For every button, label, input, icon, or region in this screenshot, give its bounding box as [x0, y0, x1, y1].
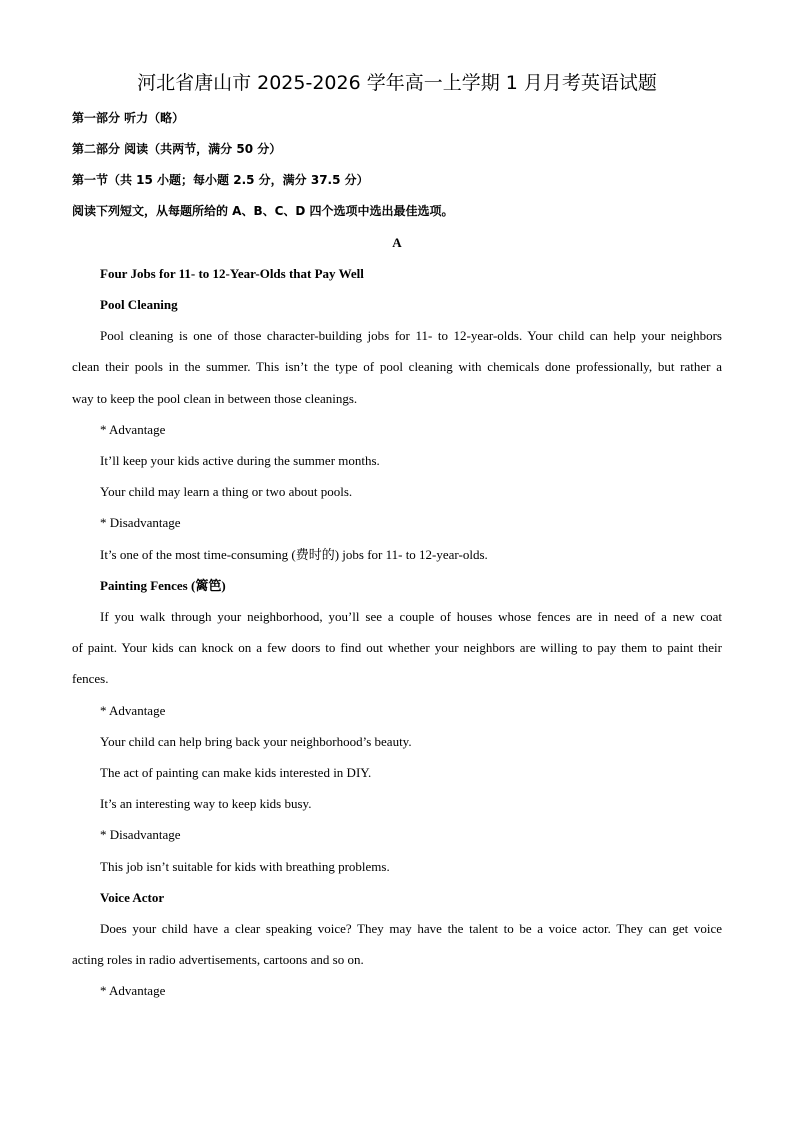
pool-advantage-label: * Advantage [100, 422, 166, 437]
instructions: 阅读下列短文，从每题所给的 A、B、C、D 四个选项中选出最佳选项。 [72, 204, 454, 218]
section-one-heading: 第一节（共 15 小题；每小题 2.5 分，满分 37.5 分） [72, 173, 369, 187]
fences-advantage-item: Your child can help bring back your neighborhood’s beauty. [100, 734, 412, 749]
fences-paragraph-line: fences. [72, 671, 109, 686]
fences-paragraph-line: of paint. Your kids can knock on a few doors to find out whether your neighbors are willing to pay them to paint their [72, 640, 722, 655]
fences-disadvantage-label: * Disadvantage [100, 827, 181, 842]
part-two-heading: 第二部分 阅读（共两节，满分 50 分） [72, 142, 282, 156]
voice-actor-title: Voice Actor [100, 890, 165, 905]
passage-label: A [392, 235, 402, 250]
pool-paragraph-line: clean their pools in the summer. This isn’t the type of pool cleaning with chemicals done professionally, but rather a [72, 359, 722, 374]
pool-advantage-item: Your child may learn a thing or two about pools. [100, 484, 353, 499]
fences-disadvantage-item: This job isn’t suitable for kids with breathing problems. [100, 859, 390, 874]
fences-paragraph-line: If you walk through your neighborhood, you’ll see a couple of houses whose fences are in need of a new coat [100, 609, 722, 624]
pool-paragraph-line: Pool cleaning is one of those character-building jobs for 11- to 12-year-olds. Your child can help your neighbors [100, 328, 722, 343]
voice-advantage-label: * Advantage [100, 983, 166, 998]
voice-paragraph-line: acting roles in radio advertisements, cartoons and so on. [72, 952, 364, 967]
pool-disadvantage-label: * Disadvantage [100, 515, 181, 530]
pool-advantage-item: It’ll keep your kids active during the summer months. [100, 453, 380, 468]
fences-advantage-item: The act of painting can make kids interested in DIY. [100, 765, 372, 780]
fences-advantage-item: It’s an interesting way to keep kids busy. [100, 796, 312, 811]
fences-advantage-label: * Advantage [100, 703, 166, 718]
pool-cleaning-title: Pool Cleaning [100, 297, 178, 312]
voice-paragraph-line: Does your child have a clear speaking voice? They may have the talent to be a voice actor. They can get voice [100, 921, 722, 936]
passage-heading: Four Jobs for 11- to 12-Year-Olds that Pay Well [100, 266, 364, 281]
pool-paragraph-line: way to keep the pool clean in between those cleanings. [72, 391, 358, 406]
painting-fences-title: Painting Fences (篱笆) [100, 578, 226, 593]
part-one-heading: 第一部分 听力（略） [72, 111, 185, 125]
exam-title: 河北省唐山市 2025-2026 学年高一上学期 1 月月考英语试题 [137, 72, 657, 94]
pool-disadvantage-item: It’s one of the most time-consuming (费时的) jobs for 11- to 12-year-olds. [100, 547, 488, 562]
